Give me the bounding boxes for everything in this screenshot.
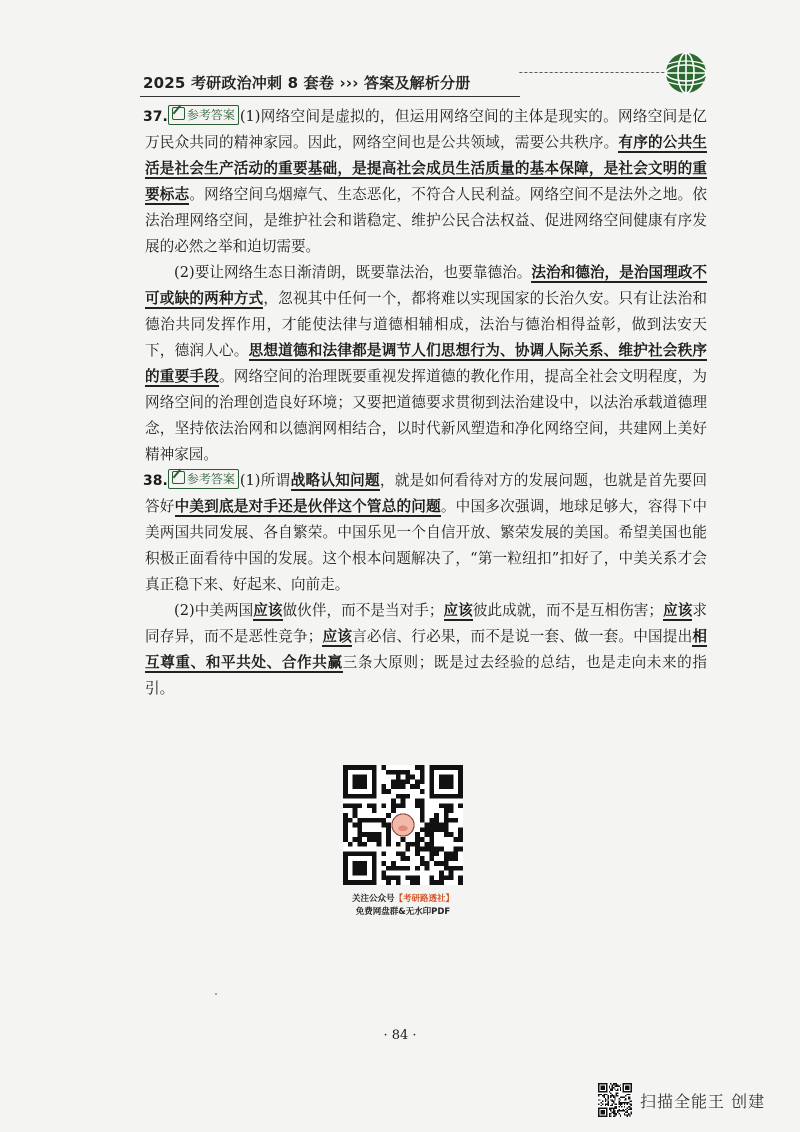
header-dashed-rule	[484, 72, 670, 97]
globe-logo-icon	[663, 50, 709, 96]
question-37	[145, 104, 707, 468]
pen-icon	[172, 471, 185, 484]
answer-content	[145, 104, 707, 702]
reference-answer-badge	[168, 469, 239, 489]
answer-text: (1)网络空间是虚拟的，但运用网络空间的主体是现实的。网络空间是亿万民众共同的精神家园。因此，网络空间也是公共领域，需要公共秩序。	[145, 108, 707, 151]
answer-text: 彼此成就，而不是互相伤害；	[472, 602, 664, 619]
pen-icon	[172, 107, 185, 120]
emphasized-text: 中美到底是对手还是伙伴这个管总的问题	[174, 498, 441, 515]
answer-text: (2)要让网络生态日渐清朗，既要靠法治，也要靠德治。	[174, 264, 532, 281]
wechat-qr-code	[343, 765, 468, 889]
answer-text: 言必信、行必果，而不是说一套、做一套。中国提出	[352, 628, 693, 645]
question-38	[145, 468, 707, 702]
q37-paragraph-2	[145, 260, 707, 468]
qr-code-icon	[343, 765, 463, 885]
answer-text: (1)所谓	[239, 472, 291, 489]
page-number: · 84 ·	[383, 1028, 417, 1043]
emphasized-text: 战略认知问题	[290, 472, 380, 489]
answer-text: 求同存异，而不是恶性竞争；	[145, 602, 707, 645]
qr-code-icon	[598, 1083, 632, 1117]
header-rule	[140, 96, 520, 97]
header-title: 2025 考研政治冲刺 8 套卷 ››› 答案及解析分册	[143, 74, 471, 92]
answer-text: ，忽视其中任何一个，都将难以实现国家的长治久安。只有让法治和德治共同发挥作用，才能使法律与道德相辅相成，法治与德治相得益彰，做到法安天下，德润人心。	[145, 290, 707, 359]
q37-paragraph-1	[145, 104, 707, 260]
emphasized-text: 相互尊重、和平共处、合作共赢	[145, 628, 707, 671]
reference-answer-badge	[168, 105, 239, 125]
question-number: 37.	[143, 109, 168, 125]
emphasized-text: 思想道德和法律都是调节人们思想行为、协调人际关系、维护社会秩序的重要手段	[145, 342, 707, 385]
badge-label: 参考答案	[186, 108, 235, 122]
qr-caption-line-2: 免费网盘群&无水印PDF	[355, 907, 451, 917]
emphasized-text: 应该	[253, 602, 283, 619]
qr-caption	[323, 893, 483, 919]
emphasized-text: 应该	[322, 628, 353, 645]
watermark-text: 扫描全能王 创建	[640, 1091, 766, 1111]
emphasized-text: 有序的公共生活是社会生产活动的重要基础，是提高社会成员生活质量的基本保障，是社会文明的重要标志	[145, 134, 707, 203]
qr-caption-line-1: 关注公众号【考研路透社】	[351, 894, 455, 904]
page-header	[0, 0, 800, 100]
emphasized-text: 法治和德治，是治国理政不可或缺的两种方式	[145, 264, 707, 307]
scan-speck	[215, 993, 217, 995]
question-number: 38.	[143, 473, 168, 489]
q38-paragraph-2	[145, 598, 707, 702]
answer-text: 三条大原则；既是过去经验的总结，也是走向未来的指引。	[145, 654, 707, 697]
answer-text: 做伙伴，而不是当对手；	[282, 602, 444, 619]
scanner-watermark	[598, 1083, 765, 1117]
answer-text: 。网络空间的治理既要重视发挥道德的教化作用，提高全社会文明程度，为网络空间的治理创造良好环境；又要把道德要求贯彻到法治建设中，以法治承载道德理念，坚持依法治网和以德润网相结合，以时代新风塑造和净化网络空间，共建网上美好精神家园。	[145, 368, 707, 463]
emphasized-text: 应该	[663, 602, 693, 619]
answer-text: 。中国多次强调，地球足够大，容得下中美两国共同发展、各自繁荣。中国乐见一个自信开放、繁荣发展的美国。希望美国也能积极正面看待中国的发展。这个根本问题解决了，“第一粒纽扣”扣好了，中美关系才会真正稳下来、好起来、向前走。	[145, 498, 707, 593]
emphasized-text: 应该	[443, 602, 473, 619]
answer-text: ，就是如何看待对方的发展问题，也就是首先要回答好	[145, 472, 707, 515]
badge-label: 参考答案	[186, 472, 235, 486]
answer-text: 。网络空间乌烟瘴气、生态恶化，不符合人民利益。网络空间不是法外之地。依法治理网络空间，是维护社会和谐稳定、维护公民合法权益、促进网络空间健康有序发展的必然之举和迫切需要。	[145, 186, 707, 255]
q38-paragraph-1	[145, 468, 707, 598]
answer-text: (2)中美两国	[174, 602, 254, 619]
